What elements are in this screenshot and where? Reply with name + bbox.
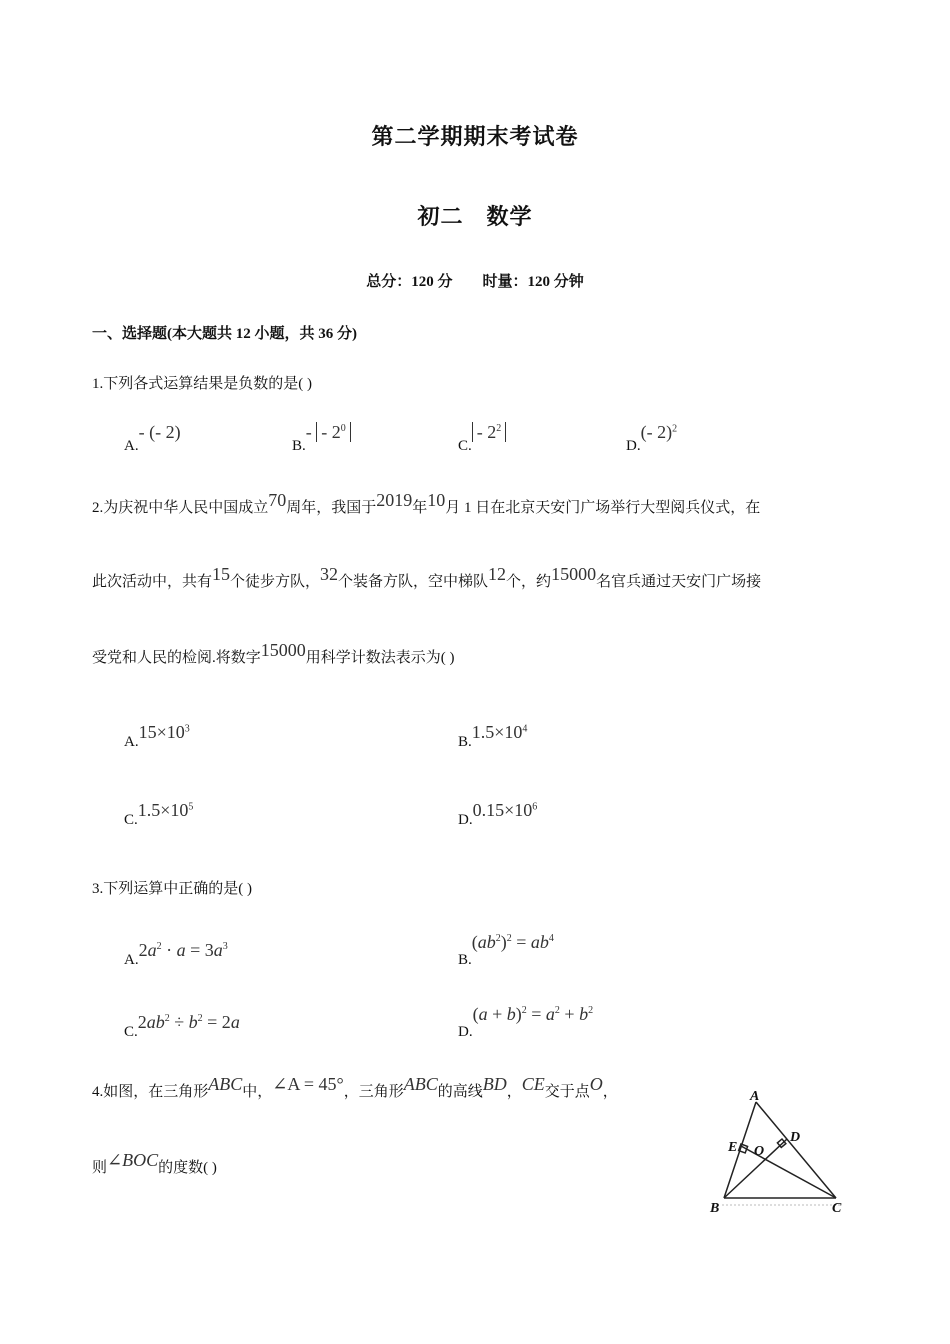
option-base: (- 2) bbox=[640, 422, 673, 442]
label-C: C bbox=[832, 1201, 842, 1216]
option-label: D. bbox=[626, 438, 641, 454]
option-base: - 2 bbox=[321, 422, 341, 442]
option-label: B. bbox=[292, 438, 306, 454]
label-B: B bbox=[710, 1201, 720, 1216]
label-D: D bbox=[790, 1130, 801, 1145]
text: 中， bbox=[242, 1084, 273, 1100]
text: 名官兵通过天安门广场接 bbox=[596, 574, 762, 590]
option-label: B. bbox=[458, 952, 472, 968]
label-A: A bbox=[750, 1089, 760, 1104]
q1-option-c bbox=[458, 422, 506, 454]
text: 4.如图，在三角形 bbox=[92, 1084, 209, 1100]
option-label: A. bbox=[124, 734, 139, 750]
q1-option-a bbox=[124, 422, 181, 454]
option-exp: 2 bbox=[496, 423, 502, 434]
number: 15 bbox=[212, 564, 231, 584]
option-label: C. bbox=[124, 812, 138, 828]
question-4-line-2 bbox=[92, 1150, 217, 1177]
text: 的度数( ) bbox=[158, 1160, 217, 1176]
text: 交于点 bbox=[544, 1084, 590, 1100]
q3-option-d: $D.(a + b)^2 = a^2 + b^2$ bbox=[458, 1004, 594, 1040]
option-expr-prefix: - bbox=[305, 422, 317, 442]
option-label: A. bbox=[124, 438, 139, 454]
option-label: C. bbox=[124, 1024, 138, 1040]
label-O: O bbox=[754, 1144, 765, 1159]
math-term: O bbox=[589, 1074, 603, 1094]
text: ， bbox=[602, 1084, 618, 1100]
mantissa: 1.5 bbox=[137, 800, 161, 820]
option-label: D. bbox=[458, 812, 473, 828]
option-expr: - (- 2) bbox=[138, 422, 181, 442]
exam-title: 第二学期期末考试卷 bbox=[371, 124, 579, 149]
question-4-line-1 bbox=[92, 1074, 618, 1101]
text: 2.为庆祝中华人民中国成立 bbox=[92, 500, 269, 516]
side-AC bbox=[756, 1102, 836, 1198]
mantissa: 0.15 bbox=[472, 800, 505, 820]
text: 个装备方队，空中梯队 bbox=[338, 574, 489, 590]
q2-option-b: $B.1.5\times 10^4$ bbox=[458, 722, 528, 750]
number: 15000 bbox=[260, 640, 306, 660]
number: 2019 bbox=[376, 490, 413, 510]
text: 则 bbox=[92, 1160, 108, 1176]
mantissa: 15 bbox=[138, 722, 157, 742]
exponent: 3 bbox=[184, 723, 190, 735]
math-term: ABC bbox=[403, 1074, 438, 1094]
text: 周年，我国于 bbox=[286, 500, 377, 516]
q1-option-b bbox=[292, 422, 351, 454]
triangle-figure bbox=[708, 1088, 858, 1220]
question-1-stem: 1.下列各式运算结果是负数的是( ) bbox=[92, 376, 312, 392]
q3-option-c: $C.2ab^2 \div b^2 = 2a$ bbox=[124, 1012, 240, 1040]
q2-option-c: $C.1.5\times 10^5$ bbox=[124, 800, 194, 828]
text: 此次活动中，共有 bbox=[92, 574, 213, 590]
number: 15000 bbox=[551, 564, 597, 584]
text: 个，约 bbox=[506, 574, 552, 590]
section-heading: 一、选择题(本大题共 12 小题，共 36 分) bbox=[92, 326, 357, 342]
option-label: D. bbox=[458, 1024, 473, 1040]
question-2-line-2 bbox=[92, 564, 762, 591]
option-exp: 2 bbox=[672, 423, 678, 435]
option-label: B. bbox=[458, 734, 472, 750]
mantissa: 1.5 bbox=[471, 722, 495, 742]
question-2-line-3 bbox=[92, 640, 455, 667]
number: 70 bbox=[268, 490, 287, 510]
text: 月 1 日在北京天安门广场举行大型阅兵仪式，在 bbox=[445, 500, 761, 516]
q3-option-a: $A.2a^2 \cdot a = 3a^3$ bbox=[124, 940, 228, 968]
q3-option-b: $B.(ab^2)^2 = ab^4$ bbox=[458, 932, 554, 968]
option-label: C. bbox=[458, 438, 472, 454]
text: ， bbox=[506, 1084, 522, 1100]
math-term: ABC bbox=[208, 1074, 243, 1094]
option-exp: 0 bbox=[340, 423, 346, 434]
option-base: - 2 bbox=[476, 422, 497, 442]
option-label: A. bbox=[124, 952, 139, 968]
exponent: 6 bbox=[532, 801, 538, 813]
exam-subtitle: 初二 数学 bbox=[417, 204, 533, 229]
number: 32 bbox=[320, 564, 339, 584]
text: 用科学计数法表示为( ) bbox=[305, 650, 455, 666]
math-term: ∠A = 45° bbox=[272, 1074, 344, 1094]
math-term: ∠BOC bbox=[107, 1150, 159, 1170]
text: 个徒步方队， bbox=[230, 574, 321, 590]
q2-option-d: $D.0.15\times 10^6$ bbox=[458, 800, 538, 828]
right-angle-mark-E bbox=[739, 1144, 748, 1153]
exponent: 4 bbox=[522, 723, 528, 735]
number: 12 bbox=[488, 564, 507, 584]
q2-option-a: $A.15\times 10^3$ bbox=[124, 722, 190, 750]
text: 年 bbox=[412, 500, 428, 516]
question-3-stem: 3.下列运算中正确的是( ) bbox=[92, 881, 252, 897]
number: 10 bbox=[427, 490, 446, 510]
label-E: E bbox=[728, 1140, 738, 1155]
exponent: 5 bbox=[188, 801, 194, 813]
text: 受党和人民的检阅.将数字 bbox=[92, 650, 261, 666]
math-term: BD bbox=[482, 1074, 507, 1094]
text: 的高线 bbox=[437, 1084, 483, 1100]
math-term: CE bbox=[521, 1074, 545, 1094]
exam-meta: 总分：120 分 时量：120 分钟 bbox=[366, 274, 584, 290]
question-2-line-1 bbox=[92, 490, 761, 517]
q1-option-d bbox=[626, 422, 678, 454]
text: ，三角形 bbox=[343, 1084, 404, 1100]
